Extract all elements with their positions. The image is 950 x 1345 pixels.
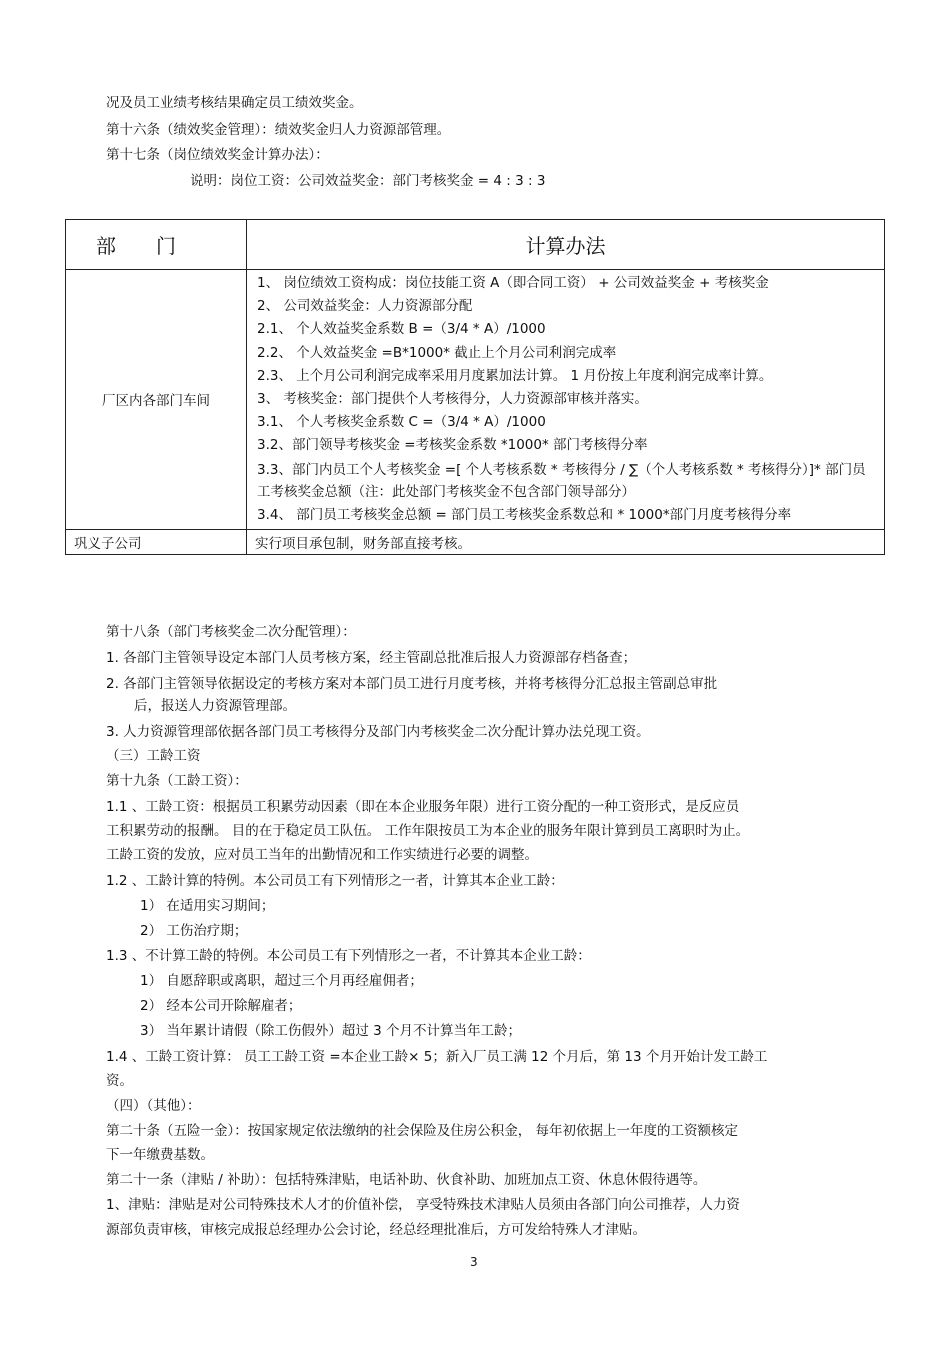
paragraph-line: 1、津贴：津贴是对公司特殊技术人才的价值补偿， 享受特殊技术津贴人员须由各部门向公司推荐，人力资 [106, 1197, 740, 1213]
list-item: 1. 各部门主管领导设定本部门人员考核方案，经主管副总批准后报人力资源部存档备查； [106, 650, 637, 666]
ratio-note: 说明：岗位工资：公司效益奖金：部门考核奖金 = 4 : 3 : 3 [190, 173, 546, 189]
paragraph-line: 资。 [106, 1073, 133, 1089]
article-21: 第二十一条（津贴 / 补助）：包括特殊津贴，电话补助、伙食补助、加班加点工资、休息休假待遇等。 [106, 1172, 707, 1188]
list-item: 1） 自愿辞职或离职，超过三个月再经雇佣者； [140, 973, 423, 989]
dept-gongyi-subsidiary: 巩义子公司 [66, 529, 247, 554]
bonus-calculation-table [65, 219, 885, 555]
calc-line: 2.2、 个人效益奖金 =B*1000* 截止上个月公司利润完成率 [257, 344, 617, 361]
text-line: 况及员工业绩考核结果确定员工绩效奖金。 [106, 95, 363, 111]
paragraph-line: 1.1 、工龄工资：根据员工积累劳动因素（即在本企业服务年限）进行工资分配的一种工资形式，是反应员 [106, 799, 740, 815]
paragraph-line: 源部负责审核，审核完成报总经理办公会讨论，经总经理批准后，方可发给特殊人才津贴。 [106, 1222, 646, 1238]
calc-line: 3.1、 个人考核奖金系数 C =（3/4 * A）/1000 [257, 414, 546, 431]
list-item: 3） 当年累计请假（除工伤假外）超过 3 个月不计算当年工龄； [140, 1023, 522, 1039]
dept-factory-workshops: 厂区内各部门车间 [66, 270, 247, 530]
paragraph-line: 1.4 、工龄工资计算： 员工工龄工资 =本企业工龄× 5；新入厂员工满 12 个月后，第 13 个月开始计发工龄工 [106, 1049, 768, 1065]
paragraph-line: 工龄工资的发放，应对员工当年的出勤情况和工作实绩进行必要的调整。 [106, 847, 538, 863]
list-item: 2） 经本公司开除解雇者； [140, 998, 302, 1014]
article-16: 第十六条（绩效奖金管理）：绩效奖金归人力资源部管理。 [106, 122, 451, 138]
header-department: 部门 [66, 220, 247, 270]
calc-line: 3.4、 部门员工考核奖金总额 = 部门员工考核奖金系数总和 * 1000*部门月度考核得分率 [257, 506, 792, 523]
calc-line: 3、 考核奖金：部门提供个人考核得分，人力资源部审核并落实。 [257, 391, 648, 408]
calc-method-factory [247, 270, 885, 530]
header-calculation-method: 计算办法 [247, 220, 885, 270]
section-heading: （三）工龄工资 [106, 748, 201, 764]
list-item: 2） 工伤治疗期； [140, 923, 248, 939]
calc-line: 2、 公司效益奖金：人力资源部分配 [257, 298, 473, 315]
paragraph-line: 工积累劳动的报酬。 目的在于稳定员工队伍。 工作年限按员工为本企业的服务年限计算到员工离职时为止。 [106, 823, 750, 839]
calc-line: 2.1、 个人效益奖金系数 B =（3/4 * A）/1000 [257, 321, 546, 338]
article-19: 第十九条（工龄工资）： [106, 773, 248, 789]
article-18: 第十八条（部门考核奖金二次分配管理）： [106, 624, 356, 640]
calc-method-gongyi: 实行项目承包制，财务部直接考核。 [247, 529, 885, 554]
list-item-continuation: 后，报送人力资源管理部。 [134, 698, 296, 714]
list-item: 2. 各部门主管领导依据设定的考核方案对本部门员工进行月度考核，并将考核得分汇总报主管副总审批 [106, 676, 718, 692]
calc-line: 3.2、部门领导考核奖金 =考核奖金系数 *1000* 部门考核得分率 [257, 437, 648, 454]
list-item: 3. 人力资源管理部依据各部门员工考核得分及部门内考核奖金二次分配计算办法兑现工资。 [106, 724, 650, 740]
article-20: 第二十条（五险一金）：按国家规定依法缴纳的社会保险及住房公积金， 每年初依据上一年度的工资额核定 [106, 1123, 739, 1139]
calc-line: 2.3、 上个月公司利润完成率采用月度累加法计算。 1 月份按上年度利润完成率计算。 [257, 367, 773, 384]
page-number: 3 [470, 1255, 478, 1269]
list-item: 1） 在适用实习期间； [140, 898, 275, 914]
paragraph-line: 下一年缴费基数。 [106, 1147, 214, 1163]
calc-line: 3.3、部门内员工个人考核奖金 =[ 个人考核系数 * 考核得分 / ∑（个人考核系数 * 考核得分）]* 部门员工考核奖金总额（注：此处部门考核奖金不包含部门领导部分） [257, 461, 866, 500]
article-17: 第十七条（岗位绩效奖金计算办法）： [106, 147, 329, 163]
calc-line: 1、 岗位绩效工资构成：岗位技能工资 A（即合同工资） + 公司效益奖金 + 考核奖金 [257, 275, 769, 291]
paragraph-line: 1.3 、不计算工龄的特例。本公司员工有下列情形之一者，不计算其本企业工龄： [106, 948, 591, 964]
section-heading: （四）（其他）： [106, 1098, 201, 1114]
paragraph-line: 1.2 、工龄计算的特例。本公司员工有下列情形之一者，计算其本企业工龄： [106, 873, 564, 889]
